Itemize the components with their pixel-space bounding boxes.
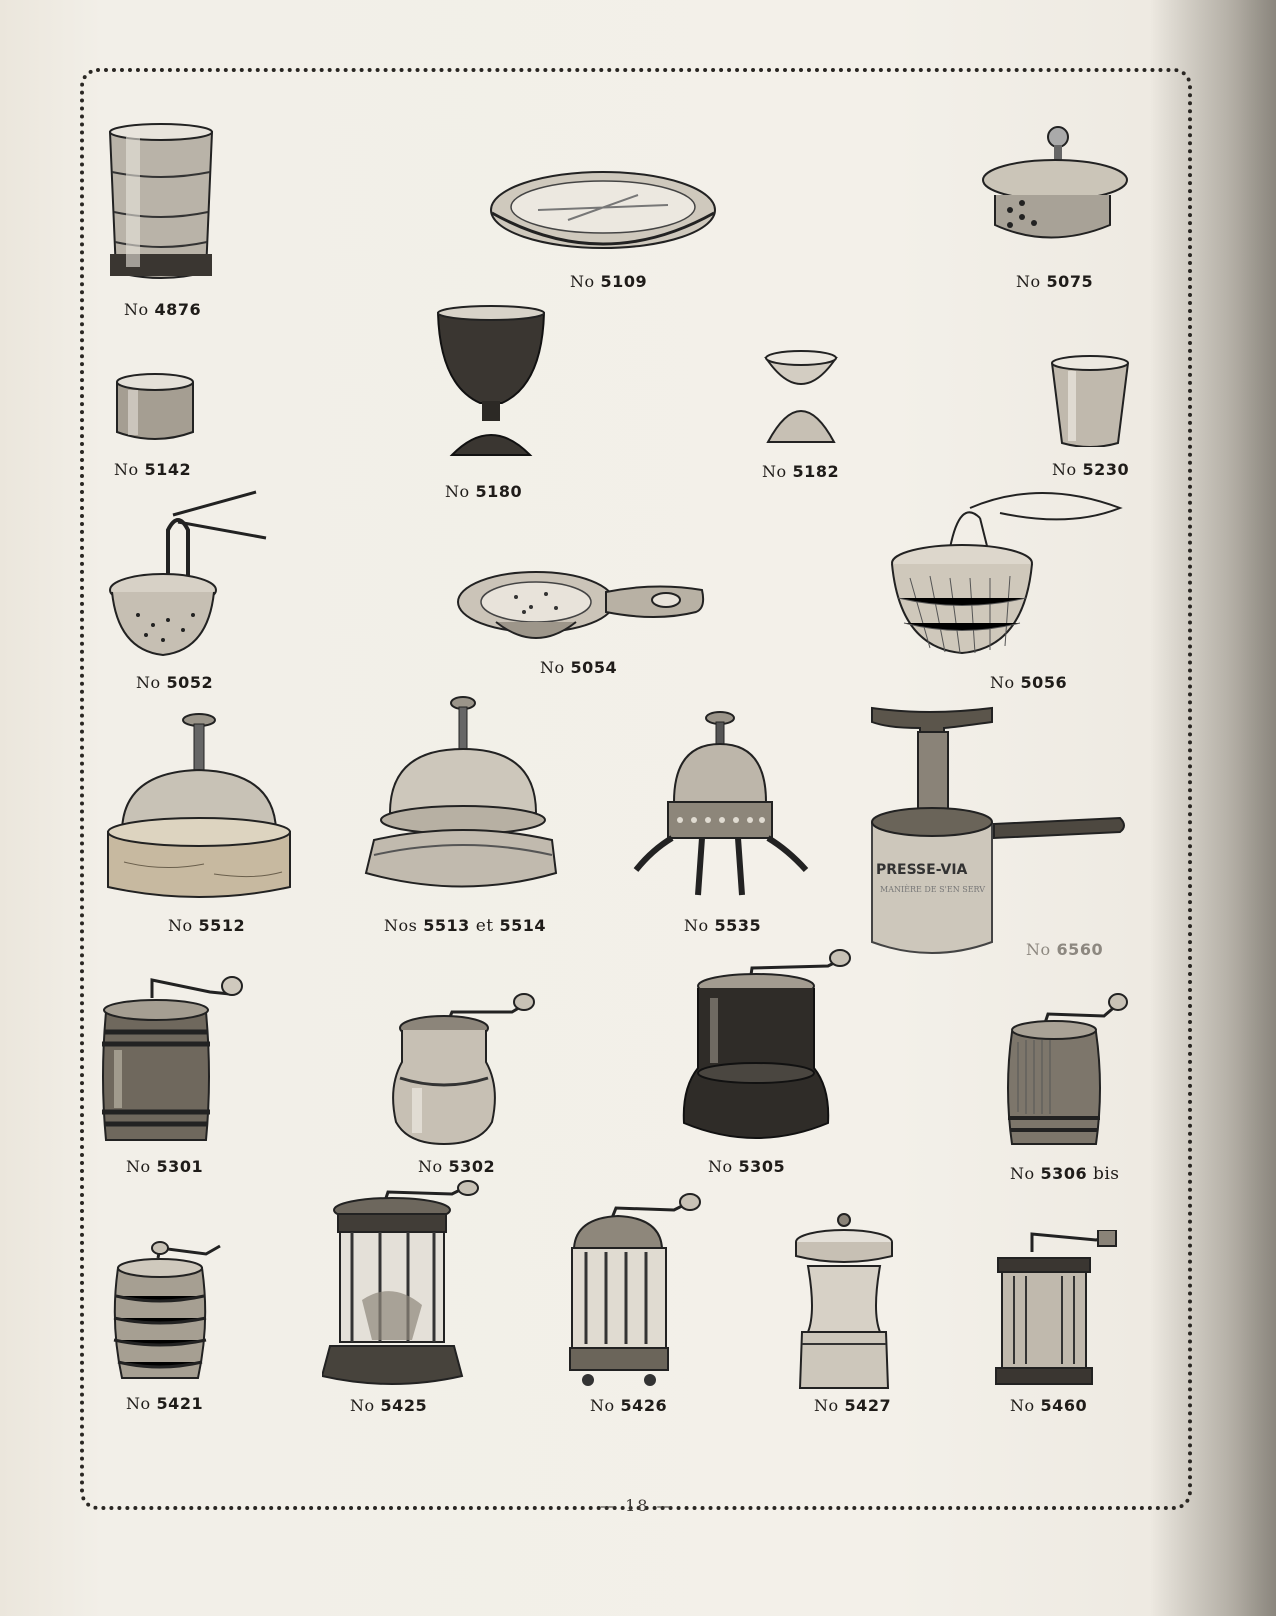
wire-basket-icon — [890, 488, 1150, 658]
barrel-mill-icon — [100, 972, 250, 1147]
glass-mill-icon — [322, 1180, 492, 1390]
item-label: Nos 5513 et 5514 — [384, 916, 547, 936]
item-5301 — [100, 972, 250, 1147]
item-label: No 6560 — [1026, 940, 1104, 959]
dark-mill-icon — [680, 948, 860, 1148]
small-barrel-mill-icon — [1004, 992, 1134, 1152]
item-label: No 5301 — [126, 1157, 204, 1176]
page-number: — 18 — — [600, 1496, 675, 1515]
item-4876 — [106, 122, 216, 287]
egg-cup-icon — [432, 305, 550, 465]
tea-strainer-icon — [456, 562, 706, 654]
item-5512 — [104, 712, 294, 907]
item-5302 — [388, 992, 548, 1147]
item-label: No 5306 bis — [1010, 1164, 1120, 1184]
bell-wood-base-icon — [104, 712, 294, 907]
press-sublabel: MANIÈRE DE S'EN SERV — [880, 885, 986, 894]
item-5142 — [114, 372, 196, 444]
item-5427 — [792, 1212, 896, 1392]
item-label: No 5180 — [445, 482, 523, 501]
item-label: No 5421 — [126, 1394, 204, 1413]
bell-metal-base-icon — [360, 695, 560, 895]
item-5180 — [432, 305, 550, 465]
lidded-strainer-icon — [980, 125, 1130, 245]
small-beaker-icon — [1050, 355, 1130, 447]
item-label: No 5056 — [990, 673, 1068, 692]
item-5305 — [680, 948, 860, 1148]
item-label: No 5425 — [350, 1396, 428, 1415]
item-5421 — [112, 1238, 234, 1388]
item-5426 — [566, 1192, 716, 1392]
item-5052 — [108, 490, 268, 660]
item-label: No 5302 — [418, 1157, 496, 1176]
item-label: No 5230 — [1052, 460, 1130, 479]
item-label: No 5054 — [540, 658, 618, 677]
double-egg-cup-icon — [764, 350, 838, 448]
item-label: No 5109 — [570, 272, 648, 291]
press-label: PRESSE-VIA — [876, 862, 968, 878]
item-label: No 5305 — [708, 1157, 786, 1176]
box-mill-icon — [992, 1230, 1122, 1390]
pot-mill-icon — [388, 992, 548, 1147]
ornate-bell-icon — [632, 710, 812, 900]
item-5230 — [1050, 355, 1130, 447]
item-label: No 5460 — [1010, 1396, 1088, 1415]
item-5109 — [488, 165, 718, 265]
item-5306 — [1004, 992, 1134, 1152]
item-5460 — [992, 1230, 1122, 1390]
item-5535 — [632, 710, 812, 900]
item-6560 — [868, 702, 1130, 964]
item-5425 — [322, 1180, 492, 1390]
item-5075 — [980, 125, 1130, 245]
item-label: No 5426 — [590, 1396, 668, 1415]
item-5182 — [764, 350, 838, 448]
item-label: No 5052 — [136, 673, 214, 692]
item-label: No 5075 — [1016, 272, 1094, 291]
tall-cup-icon — [106, 122, 216, 287]
item-label: No 5427 — [814, 1396, 892, 1415]
napkin-ring-icon — [114, 372, 196, 444]
meat-press-icon — [868, 702, 1130, 964]
item-label: No 5512 — [168, 916, 246, 935]
tall-glass-mill-icon — [566, 1192, 716, 1392]
item-label: No 5142 — [114, 460, 192, 479]
item-5054 — [456, 562, 706, 654]
item-label: No 5535 — [684, 916, 762, 935]
ribbed-mill-icon — [112, 1238, 234, 1388]
item-5513 — [360, 695, 560, 895]
item-label: No 5182 — [762, 462, 840, 481]
item-5056 — [890, 488, 1150, 658]
wood-pepper-mill-icon — [792, 1212, 896, 1392]
dish-icon — [488, 165, 718, 265]
item-label: No 4876 — [124, 300, 202, 319]
colander-icon — [108, 490, 268, 660]
